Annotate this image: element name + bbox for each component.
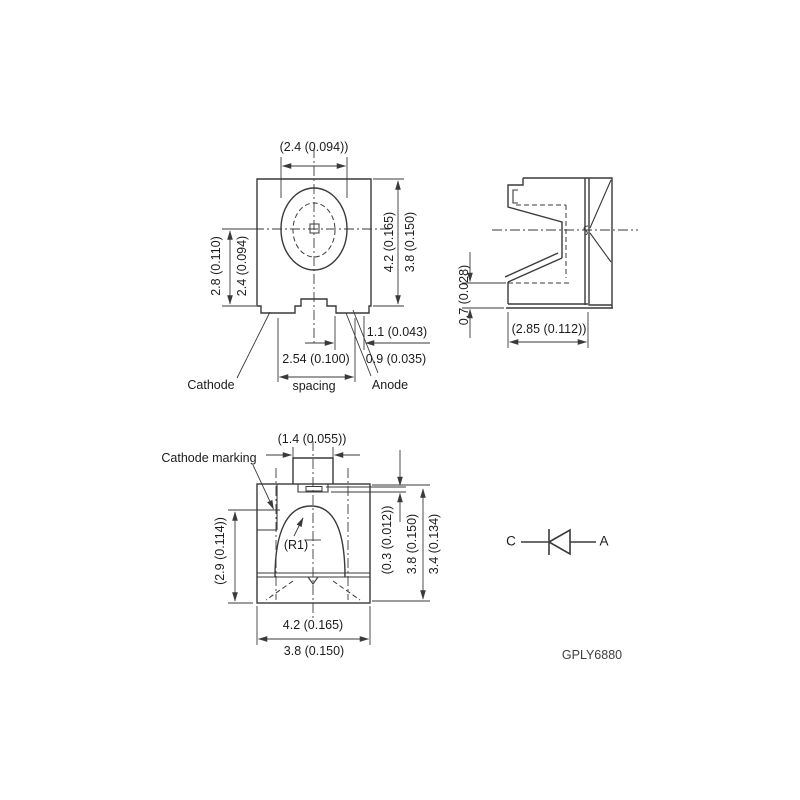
dim-standoff: 0.7 (0.028)	[456, 264, 471, 326]
cathode-marking-leader	[253, 465, 274, 509]
dim-depth: (2.85 (0.112))	[511, 321, 587, 336]
drawing-number: GPLY6880	[561, 647, 623, 662]
bottom-centerlines	[276, 441, 348, 620]
cathode-mark-corner	[257, 484, 277, 530]
diode-symbol	[521, 529, 596, 555]
side-body-outline	[523, 178, 612, 308]
dim-bottom-body-height: 3.8 (0.150)	[404, 513, 419, 575]
dim-overall-height: 4.2 (0.165)	[381, 211, 396, 273]
chip-square	[310, 224, 319, 233]
bottom-body-outline	[257, 484, 370, 603]
dim-lead-pitch: 2.54 (0.100)	[282, 351, 350, 366]
cathode-label: Cathode	[187, 377, 235, 392]
dim-bottom-overall-width: 4.2 (0.165)	[282, 617, 344, 632]
dim-lens-diameter: (2.4 (0.094))	[279, 139, 349, 154]
radius-leader	[294, 518, 303, 536]
front-centerlines	[236, 148, 392, 344]
dim-lead-width: 0.9 (0.035)	[365, 351, 427, 366]
symbol-cathode-label: C	[506, 533, 516, 549]
cathode-marking-label: Cathode marking	[161, 450, 257, 465]
side-hook-detail	[513, 190, 518, 203]
bottom-dimension-lines	[228, 447, 430, 645]
anode-label: Anode	[371, 377, 409, 392]
side-lens-diagonals	[590, 180, 611, 262]
dim-dome-height: (2.9 (0.114))	[212, 517, 227, 585]
dim-mark-offset: (0.3 (0.012))	[379, 505, 394, 575]
diode-triangle	[549, 530, 570, 554]
radius-callout: (R1)	[283, 537, 309, 552]
dim-center-to-base-max: 2.8 (0.110)	[208, 236, 223, 296]
bottom-band	[257, 573, 370, 584]
cathode-leader	[237, 312, 270, 378]
dim-bottom-body-width: 3.8 (0.150)	[283, 643, 345, 658]
dim-bottom-inner-height: 3.4 (0.134)	[426, 513, 441, 575]
front-view	[222, 148, 430, 382]
bottom-view	[228, 441, 430, 645]
spacing-caption: spacing	[292, 378, 336, 393]
symbol-anode-label: A	[599, 533, 609, 549]
bottom-mark-bar	[306, 487, 322, 492]
dim-center-to-base: 2.4 (0.094)	[234, 235, 249, 297]
dim-tab-width: (1.4 (0.055))	[277, 431, 347, 446]
dim-lead-width-max: 1.1 (0.043)	[366, 324, 428, 339]
dim-body-height: 3.8 (0.150)	[402, 211, 417, 273]
